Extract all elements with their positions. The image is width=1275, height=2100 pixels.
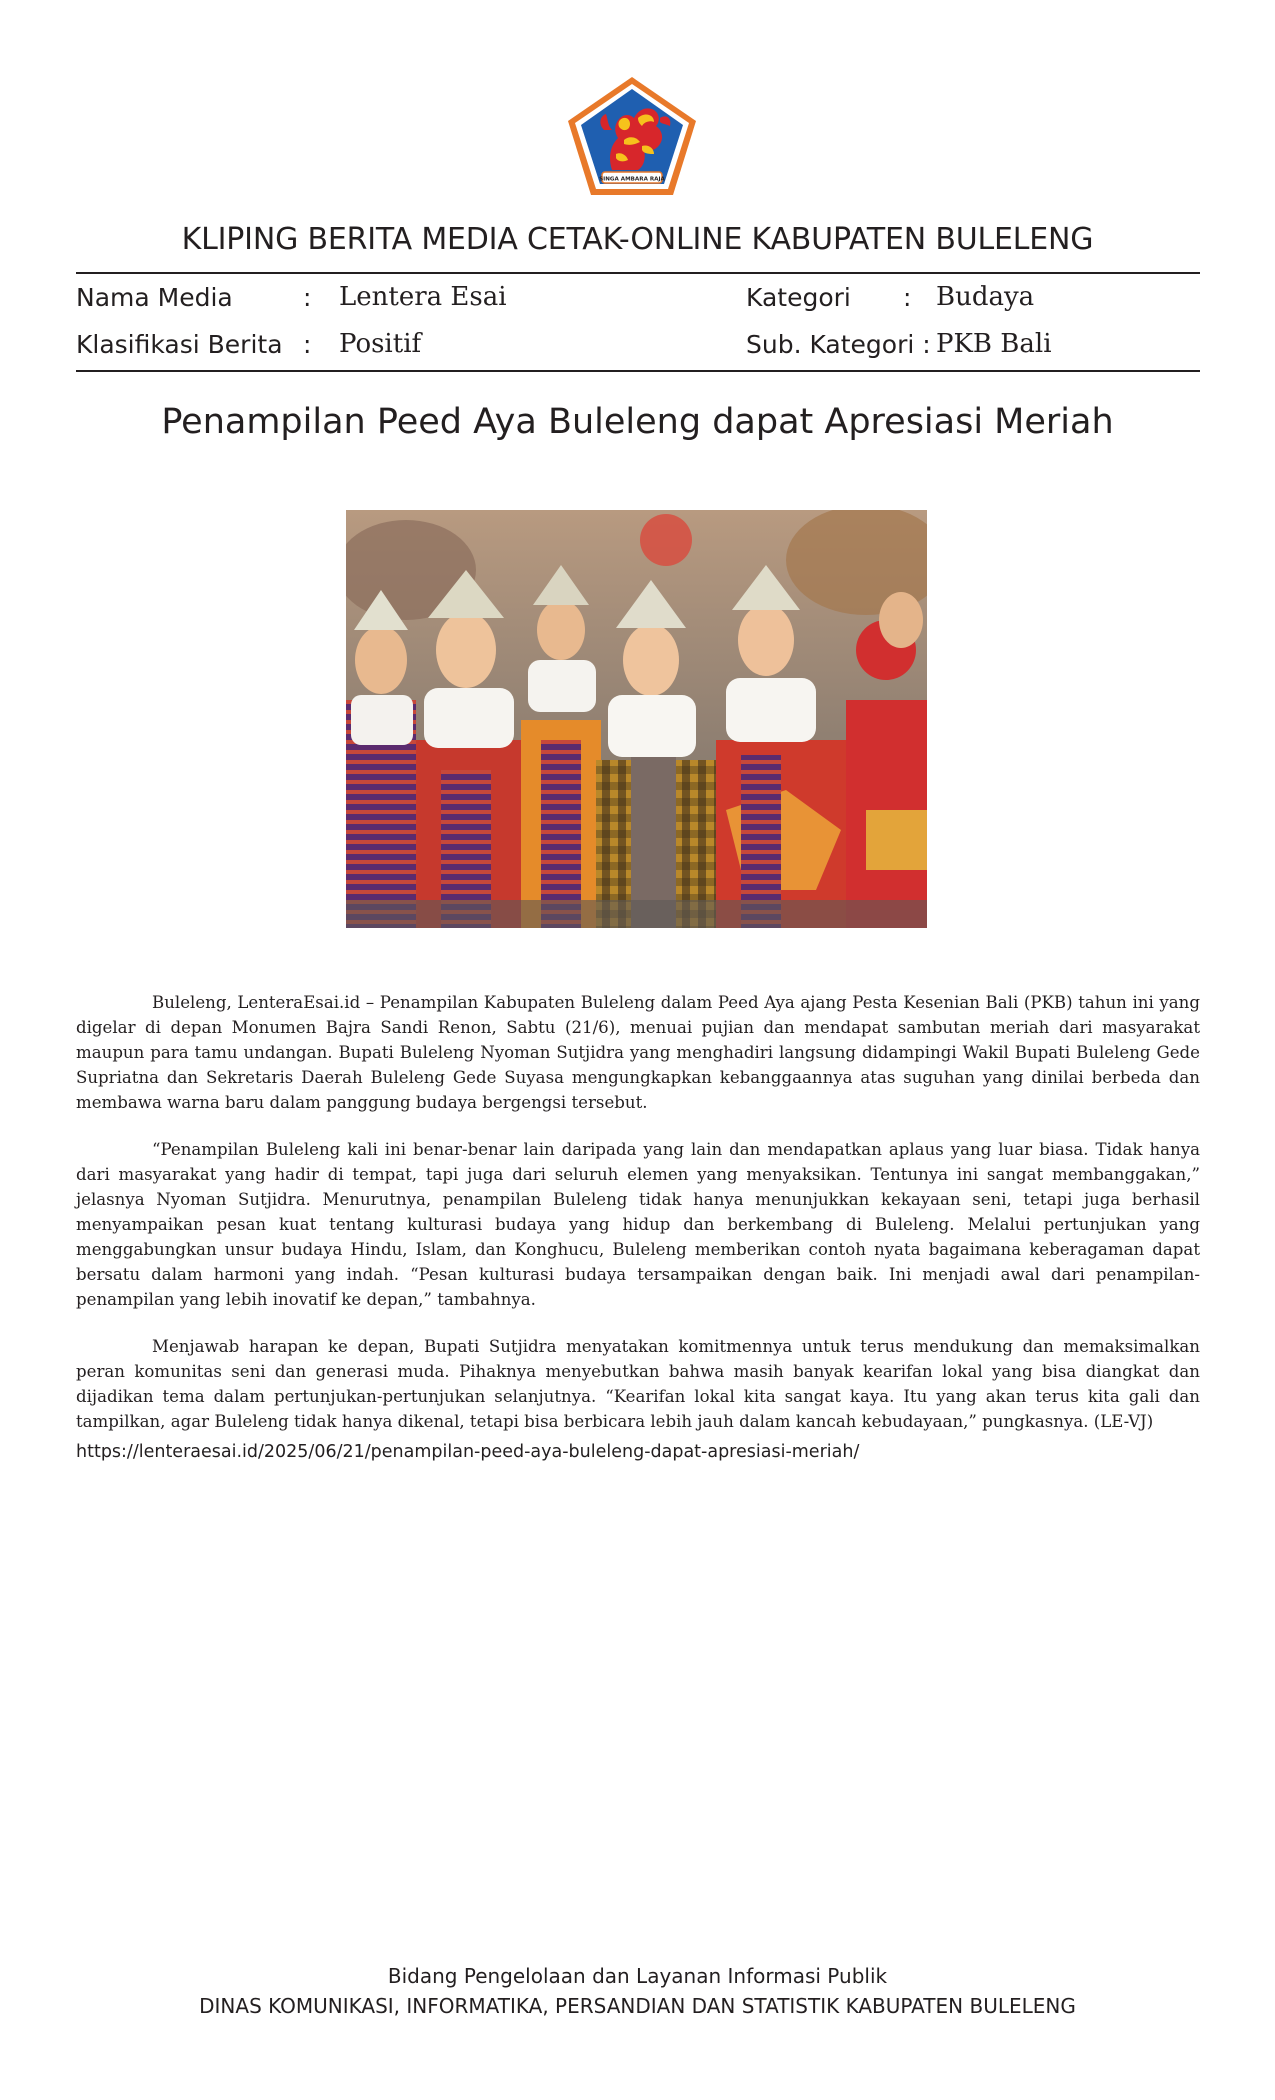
dancers-photo — [346, 510, 927, 928]
article-paragraph: Buleleng, LenteraEsai.id – Penampilan Kabupaten Buleleng dalam Peed Aya ajang Pesta Kesenian Bali (PKB) tahun ini yang digelar di depan Monumen Bajra Sandi Renon, Sabtu (21/6), menuai pujian dan mendapat sambutan meriah dari masyarakat maupun para tamu undangan. Bupati Buleleng Nyoman Sutjidra yang menghadiri langsung didampingi Wakil Bupati Buleleng Gede Supriatna dan Sekretaris Daerah Buleleng Gede Suyasa mengungkapkan kebanggaannya atas suguhan yang dinilai berbeda dan membawa warna baru dalam panggung budaya bergengsi tersebut. — [76, 993, 1200, 1112]
article-paragraph: Menjawab harapan ke depan, Bupati Sutjidra menyatakan komitmennya untuk terus mendukung dan memaksimalkan peran komunitas seni dan generasi muda. Pihaknya menyebutkan bahwa masih banyak kearifan lokal yang bisa diangkat dan dijadikan tema dalam pertunjukan-pertunjukan selanjutnya. “Kearifan lokal kita sangat kaya. Itu yang akan terus kita gali dan tampilkan, agar Buleleng tidak hanya dikenal, tetapi bisa berbicara lebih jauh dalam kancah kebudayaan,” pungkasnya. (LE-VJ) — [76, 1337, 1200, 1431]
crest-banner-text: SINGA AMBARA RAJA — [599, 176, 665, 183]
sub-kategori-value: PKB Bali — [936, 329, 1052, 359]
source-url: https://lenteraesai.id/2025/06/21/penampilan-peed-aya-buleleng-dapat-apresiasi-meriah/ — [76, 1442, 860, 1462]
kliping-title: KLIPING BERITA MEDIA CETAK-ONLINE KABUPATEN BULELENG — [181, 222, 1094, 257]
footer-agency: DINAS KOMUNIKASI, INFORMATIKA, PERSANDIAN DAN STATISTIK KABUPATEN BULELENG — [199, 1994, 1076, 2018]
klasifikasi-label: Klasifikasi Berita — [76, 330, 283, 359]
kategori-label: Kategori — [746, 283, 851, 312]
article-body — [76, 990, 1200, 1456]
kategori-colon: : — [903, 283, 912, 312]
bottom-divider — [76, 370, 1200, 372]
article-headline: Penampilan Peed Aya Buleleng dapat Apresiasi Meriah — [161, 402, 1114, 442]
nama-media-label: Nama Media — [76, 283, 233, 312]
sub-kategori-label: Sub. Kategori : — [746, 330, 931, 359]
footer-department: Bidang Pengelolaan dan Layanan Informasi Publik — [387, 1964, 888, 1988]
klasifikasi-colon: : — [303, 330, 312, 359]
klasifikasi-value: Positif — [339, 329, 422, 359]
buleleng-crest-logo — [564, 74, 700, 200]
nama-media-value: Lentera Esai — [339, 282, 507, 312]
nama-media-colon: : — [303, 283, 312, 312]
article-paragraph: “Penampilan Buleleng kali ini benar-benar lain daripada yang lain dan mendapatkan aplaus yang luar biasa. Tidak hanya dari masyarakat yang hadir di tempat, tapi juga dari seluruh elemen yang menyaksikan. Tentunya ini sangat membanggakan,” jelasnya Nyoman Sutjidra. Menurutnya, penampilan Buleleng tidak hanya menunjukkan kekayaan seni, tetapi juga berhasil menyampaikan pesan kuat tentang kulturasi budaya yang hidup dan berkembang di Buleleng. Melalui pertunjukan yang menggabungkan unsur budaya Hindu, Islam, dan Konghucu, Buleleng memberikan contoh nyata bagaimana keberagaman dapat bersatu dalam harmoni yang indah. “Pesan kulturasi budaya tersampaikan dengan baik. Ini menjadi awal dari penampilan-penampilan yang lebih inovatif ke depan,” tambahnya. — [76, 1140, 1200, 1309]
kategori-value: Budaya — [936, 282, 1035, 312]
singa-ambara-raja-crest-icon — [564, 74, 700, 200]
top-divider — [76, 272, 1200, 274]
